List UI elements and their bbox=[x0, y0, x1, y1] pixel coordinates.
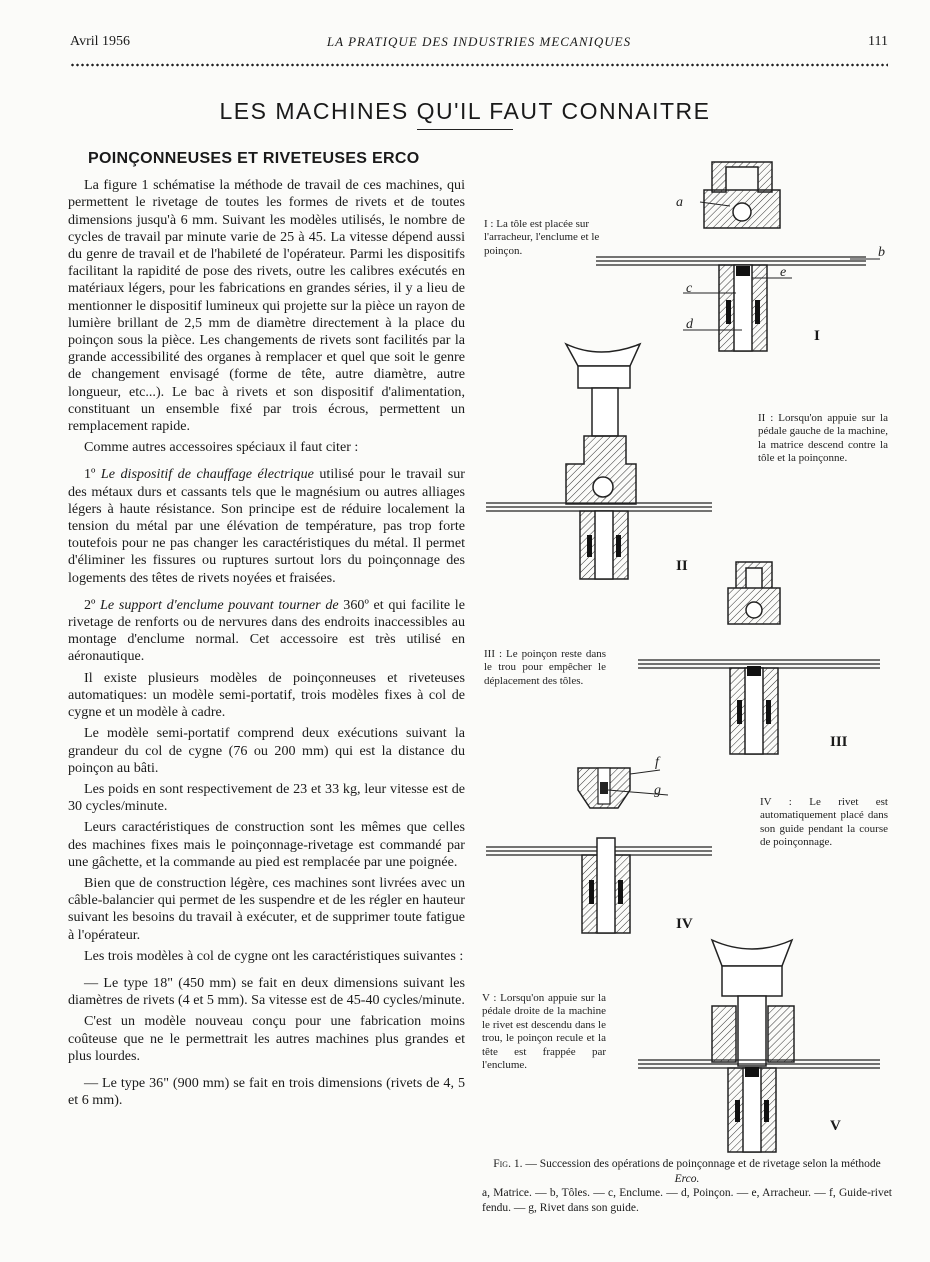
stage-numeral-5: V bbox=[830, 1118, 841, 1134]
caption-stage-4: IV : Le rivet est automatiquement placé dans son guide pendant la course de poinçonnage. bbox=[760, 796, 888, 849]
caption-stage-3: III : Le poinçon reste dans le trou pour empêcher le déplacement des tôles. bbox=[484, 648, 606, 687]
label-g: g bbox=[654, 783, 661, 798]
figure-legend: a, Matrice. — b, Tôles. — c, Enclume. — d, Poinçon. — e, Arracheur. — f, Guide-rivet fendu. — g, Rivet dans son guide. bbox=[482, 1187, 892, 1214]
paragraph: 2º Le support d'enclume pouvant tourner de 360º et qui facilite le rivetage de renforts ou de nervures dans des endroits inaccessibles au montage d'enclume normal. Cet accessoire est très utilisé en aéronautique. bbox=[68, 596, 465, 665]
label-e: e bbox=[780, 265, 787, 280]
label-b: b bbox=[878, 245, 885, 260]
paragraph: Le modèle semi-portatif comprend deux exécutions suivant la grandeur du col de cygne (76 ou 200 mm) qui est la distance du poinçon au bâti. bbox=[68, 725, 465, 776]
paragraph: Il existe plusieurs modèles de poinçonneuses et riveteuses automatiques: un modèle semi-portatif, trois modèles fixes à col de cygne et un modèle à cadre. bbox=[68, 669, 465, 721]
figure-title-emphasis: Erco. bbox=[674, 1172, 700, 1185]
article-title: POINÇONNEUSES ET RIVETEUSES ERCO bbox=[88, 150, 420, 167]
page-number: 111 bbox=[868, 34, 888, 49]
paragraph: Les trois modèles à col de cygne ont les caractéristiques suivantes : bbox=[84, 947, 464, 964]
stage-1-diagram bbox=[596, 162, 885, 351]
stage-4-diagram bbox=[486, 755, 712, 933]
stage-2-diagram bbox=[486, 344, 712, 579]
paragraph: — Le type 36" (900 mm) se fait en trois dimensions (rivets de 4, 5 et 6 mm). bbox=[68, 1074, 465, 1109]
paragraph: Leurs caractéristiques de construction sont les mêmes que celles des machines fixes mais le poinçonnage-rivetage est commandé par une gâchette, et la commande au pied est remplacée par une poignée. bbox=[68, 819, 465, 870]
emphasis: Le dispositif de chauffage électrique bbox=[100, 466, 314, 483]
paragraph: 1º Le dispositif de chauffage électrique utilisé pour le travail sur des métaux durs et cassants tels que le magnésium ou autres alliages légers à haute résistance. Son principe est de réduire localement la tension du métal par une élévation de température, pas trop forte toutefois pour ne pas changer les caractéristiques du métal. Il permet d'éliminer les fissures ou ruptures surtout lors du poinçonnage des logements des têtes de rivets noyées et fraisées. bbox=[68, 466, 465, 586]
label-a: a bbox=[676, 195, 683, 210]
paragraph: C'est un modèle nouveau conçu pour une fabrication moins coûteuse que ne le permettrait les autres machines plus grandes et plus lourdes. bbox=[68, 1013, 465, 1064]
journal-title: LA PRATIQUE DES INDUSTRIES MECANIQUES bbox=[326, 34, 632, 49]
section-title: LES MACHINES QU'IL FAUT CONNAITRE bbox=[0, 98, 930, 130]
figure-caption bbox=[482, 1157, 892, 1215]
caption-stage-2: II : Lorsqu'on appuie sur la pédale gauche de la machine, la matrice descend contre la tôle et la poinçonne. bbox=[758, 412, 888, 465]
caption-stage-1: I : La tôle est placée sur l'arracheur, l'enclume et le poinçon. bbox=[484, 218, 600, 257]
issue-date: Avril 1956 bbox=[70, 34, 131, 49]
label-d: d bbox=[686, 317, 693, 332]
stage-numeral-4: IV bbox=[676, 916, 693, 932]
stage-numeral-3: III bbox=[830, 734, 848, 750]
label-c: c bbox=[686, 281, 693, 296]
label-f: f bbox=[655, 755, 659, 770]
stage-5-diagram bbox=[638, 940, 880, 1152]
paragraph: Comme autres accessoires spéciaux il faut citer : bbox=[84, 439, 359, 456]
figure-label: Fig. 1. — bbox=[493, 1158, 537, 1170]
stage-numeral-1: I bbox=[814, 328, 820, 344]
paragraph: Bien que de construction légère, ces machines sont livrées avec un câble-balancier qui permet de les suspendre et de les régler en hauteur suivant les besoins du travail à exécuter, et de supprimer toute fatigue à l'opérateur. bbox=[68, 874, 465, 943]
paragraph: Les poids en sont respectivement de 23 et 33 kg, leur vitesse est de 30 cycles/minute. bbox=[68, 780, 465, 815]
caption-stage-5: V : Lorsqu'on appuie sur la pédale droite de la machine le rivet est descendu dans le trou, le poinçon recule et la tête est frappée par l'enclume. bbox=[482, 992, 606, 1072]
stage-numeral-2: II bbox=[676, 558, 688, 574]
paragraph: La figure 1 schématise la méthode de travail de ces machines, qui permettent le rivetage de toutes les formes de rivets et de toutes dimensions jusqu'à 6 mm. Suivant les modèles utilisés, le nombre de cycles de travail par minute varie de 25 à 45. La vitesse dépend aussi du genre de travail et de l'habileté de l'opérateur. Parmi les dispositifs facilitant la rapidité de pose des rivets, outre les calibres exécutés en matériaux légers, pour les fabrications en grandes séries, il y a lieu de mentionner le dispositif lumineux qui projette sur la pièce un rayon de lumière brillant de 2,5 mm de diamètre directement à la place du poinçon sous la pièce. Les changements de rivets sont facilités par la grande accessibilité des organes à remplacer et quel que soit le genre de changement envisagé (forme de tête, autre diamètre, autre longueur, etc...). Le bac à rivets et son dispositif d'alimentation, constituant un ensemble fixé par trois écrous, permettent un remplacement rapide. bbox=[68, 177, 465, 435]
paragraph: — Le type 18" (450 mm) se fait en deux dimensions suivant les diamètres de rivets (4 et 5 mm). Sa vitesse est de 45-40 cycles/minute. bbox=[68, 974, 465, 1009]
emphasis: Le support d'enclume pouvant tourner de bbox=[100, 596, 339, 613]
figure-title: Succession des opérations de poinçonnage et de rivetage selon la méthode bbox=[539, 1158, 881, 1170]
stage-3-diagram bbox=[638, 562, 880, 754]
